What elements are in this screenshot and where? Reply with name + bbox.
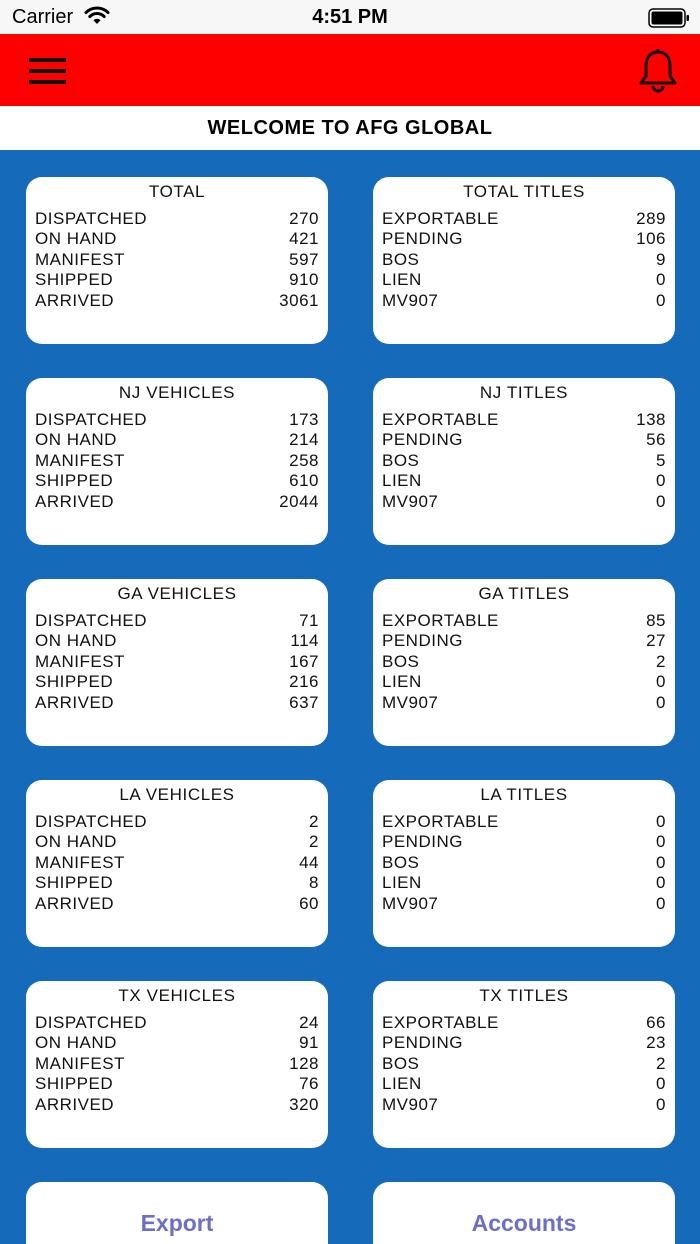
stat-row xyxy=(26,250,328,270)
stat-row xyxy=(373,894,675,914)
stat-row xyxy=(26,1054,328,1074)
stat-value: 56 xyxy=(646,430,666,450)
stat-value: 2 xyxy=(656,651,666,671)
stat-row xyxy=(26,451,328,471)
stats-card-nj-titles[interactable] xyxy=(373,378,675,545)
stat-row xyxy=(26,1095,328,1115)
stat-row xyxy=(373,693,675,713)
stat-row xyxy=(373,291,675,311)
stat-row xyxy=(26,209,328,229)
stat-value: 910 xyxy=(289,270,319,290)
card-title: TX VEHICLES xyxy=(118,986,236,1005)
stat-label: ON HAND xyxy=(35,430,117,450)
stat-label: SHIPPED xyxy=(35,672,114,692)
stat-label: PENDING xyxy=(382,631,463,651)
stat-value: 167 xyxy=(289,651,319,671)
stat-label: DISPATCHED xyxy=(35,812,148,831)
stat-value: 24 xyxy=(299,1013,319,1032)
stat-label: ARRIVED xyxy=(35,491,115,511)
stat-row xyxy=(373,209,675,229)
card-rows xyxy=(373,410,675,512)
stat-row xyxy=(373,1013,675,1033)
stat-label: MV907 xyxy=(382,692,439,712)
card-title: GA TITLES xyxy=(478,584,570,603)
card-rows xyxy=(26,1013,328,1115)
stat-label: BOS xyxy=(382,1053,420,1073)
stat-value: 3061 xyxy=(279,290,319,310)
stat-label: LIEN xyxy=(382,1074,422,1094)
stat-value: 0 xyxy=(656,692,666,712)
stat-value: 2 xyxy=(309,812,319,831)
dashboard-content xyxy=(0,150,700,1244)
stat-label: EXPORTABLE xyxy=(382,410,499,429)
welcome-banner: WELCOME TO AFG GLOBAL xyxy=(0,106,700,150)
stat-row xyxy=(26,631,328,651)
stat-label: MANIFEST xyxy=(35,651,125,671)
stat-label: MANIFEST xyxy=(35,852,125,872)
stat-row xyxy=(373,1054,675,1074)
stat-row xyxy=(26,270,328,290)
stat-row xyxy=(373,430,675,450)
stat-label: PENDING xyxy=(382,430,463,450)
stat-value: 270 xyxy=(289,209,319,228)
stat-value: 23 xyxy=(646,1033,666,1053)
stat-row xyxy=(26,1074,328,1094)
stat-value: 128 xyxy=(289,1053,319,1073)
stat-label: MV907 xyxy=(382,290,439,310)
stat-row xyxy=(373,229,675,249)
stat-row xyxy=(373,492,675,512)
card-rows xyxy=(373,209,675,311)
stat-label: DISPATCHED xyxy=(35,1013,148,1032)
stat-row xyxy=(373,471,675,491)
stat-row xyxy=(373,270,675,290)
stat-label: PENDING xyxy=(382,832,463,852)
stat-value: 0 xyxy=(656,812,666,831)
stat-label: ARRIVED xyxy=(35,1094,115,1114)
stat-value: 421 xyxy=(289,229,319,249)
stat-value: 66 xyxy=(646,1013,666,1032)
card-rows xyxy=(373,611,675,713)
stat-value: 0 xyxy=(656,471,666,491)
stat-row xyxy=(26,471,328,491)
card-rows xyxy=(373,1013,675,1115)
stat-value: 2 xyxy=(656,1053,666,1073)
stat-value: 0 xyxy=(656,1074,666,1094)
card-title: NJ TITLES xyxy=(479,383,569,402)
hamburger-menu-icon[interactable] xyxy=(29,58,67,86)
stat-row xyxy=(26,410,328,430)
stat-row xyxy=(26,430,328,450)
stat-row xyxy=(373,611,675,631)
stat-row xyxy=(373,250,675,270)
stat-row xyxy=(26,672,328,692)
card-title: TOTAL xyxy=(148,182,206,201)
stat-row xyxy=(373,832,675,852)
stat-label: ON HAND xyxy=(35,229,117,249)
stat-value: 0 xyxy=(656,672,666,692)
stat-label: LIEN xyxy=(382,672,422,692)
stat-label: DISPATCHED xyxy=(35,611,148,630)
card-title: NJ VEHICLES xyxy=(118,383,236,402)
stat-label: SHIPPED xyxy=(35,1074,114,1094)
carrier-label: Carrier xyxy=(12,6,74,28)
stat-row xyxy=(373,631,675,651)
stat-label: MV907 xyxy=(382,491,439,511)
stat-label: LIEN xyxy=(382,471,422,491)
stat-row xyxy=(26,693,328,713)
stat-label: ARRIVED xyxy=(35,692,115,712)
stat-row xyxy=(26,611,328,631)
stat-value: 0 xyxy=(656,893,666,913)
card-rows xyxy=(373,812,675,914)
stat-row xyxy=(373,451,675,471)
stat-value: 214 xyxy=(289,430,319,450)
stat-value: 27 xyxy=(646,631,666,651)
stat-row xyxy=(373,812,675,832)
card-title: LA VEHICLES xyxy=(119,785,235,804)
stat-label: BOS xyxy=(382,852,420,872)
export-button[interactable] xyxy=(26,1182,328,1244)
card-title: LA TITLES xyxy=(480,785,568,804)
stat-label: MANIFEST xyxy=(35,1053,125,1073)
card-rows xyxy=(26,209,328,311)
stat-row xyxy=(373,873,675,893)
card-rows xyxy=(26,410,328,512)
stat-label: EXPORTABLE xyxy=(382,611,499,630)
stat-row xyxy=(26,894,328,914)
stat-row xyxy=(373,1095,675,1115)
stat-value: 9 xyxy=(656,249,666,269)
stat-label: EXPORTABLE xyxy=(382,812,499,831)
stat-label: LIEN xyxy=(382,270,422,290)
stat-label: PENDING xyxy=(382,229,463,249)
stats-card-ga-vehicles[interactable] xyxy=(26,579,328,746)
stat-value: 610 xyxy=(289,471,319,491)
stat-row xyxy=(26,652,328,672)
stat-row xyxy=(373,1033,675,1053)
card-title: TX TITLES xyxy=(479,986,569,1005)
stat-label: MV907 xyxy=(382,893,439,913)
stat-value: 71 xyxy=(299,611,319,630)
stat-label: MV907 xyxy=(382,1094,439,1114)
stat-row xyxy=(26,873,328,893)
stat-value: 258 xyxy=(289,450,319,470)
stats-card-tx-titles[interactable] xyxy=(373,981,675,1148)
stat-row xyxy=(26,229,328,249)
stat-value: 216 xyxy=(289,672,319,692)
stats-card-total-titles[interactable] xyxy=(373,177,675,344)
stat-value: 173 xyxy=(289,410,319,429)
export-button-label: Export xyxy=(140,1210,214,1236)
stat-row xyxy=(373,1074,675,1094)
stat-row xyxy=(26,832,328,852)
stat-label: DISPATCHED xyxy=(35,209,148,228)
stat-label: BOS xyxy=(382,450,420,470)
top-navbar xyxy=(0,34,700,106)
stat-value: 0 xyxy=(656,1094,666,1114)
stat-value: 597 xyxy=(289,249,319,269)
stat-label: MANIFEST xyxy=(35,450,125,470)
stats-card-la-vehicles[interactable] xyxy=(26,780,328,947)
stat-row xyxy=(26,1013,328,1033)
card-title: TOTAL TITLES xyxy=(463,182,585,201)
stat-label: LIEN xyxy=(382,873,422,893)
stat-value: 289 xyxy=(636,209,666,228)
stats-card-tx-vehicles[interactable] xyxy=(26,981,328,1148)
stat-value: 0 xyxy=(656,873,666,893)
stat-label: DISPATCHED xyxy=(35,410,148,429)
stat-value: 0 xyxy=(656,270,666,290)
stat-value: 0 xyxy=(656,290,666,310)
status-bar xyxy=(0,0,700,34)
battery-icon xyxy=(648,8,690,28)
stat-value: 8 xyxy=(309,873,319,893)
stat-value: 138 xyxy=(636,410,666,429)
stat-value: 2044 xyxy=(279,491,319,511)
stat-value: 2 xyxy=(309,832,319,852)
stat-label: ARRIVED xyxy=(35,290,115,310)
stats-card-ga-titles[interactable] xyxy=(373,579,675,746)
stat-row xyxy=(373,652,675,672)
card-rows xyxy=(26,812,328,914)
stat-label: BOS xyxy=(382,249,420,269)
stat-label: MANIFEST xyxy=(35,249,125,269)
stat-label: BOS xyxy=(382,651,420,671)
card-rows xyxy=(26,611,328,713)
stat-label: ON HAND xyxy=(35,631,117,651)
stat-value: 60 xyxy=(299,893,319,913)
status-time: 4:51 PM xyxy=(312,6,388,28)
stat-label: EXPORTABLE xyxy=(382,209,499,228)
stats-card-total[interactable] xyxy=(26,177,328,344)
stat-label: ON HAND xyxy=(35,832,117,852)
stat-label: ON HAND xyxy=(35,1033,117,1053)
stat-row xyxy=(26,291,328,311)
stat-row xyxy=(373,672,675,692)
card-title: GA VEHICLES xyxy=(117,584,237,603)
stat-value: 76 xyxy=(299,1074,319,1094)
stat-value: 91 xyxy=(299,1033,319,1053)
accounts-button[interactable] xyxy=(373,1182,675,1244)
stats-card-la-titles[interactable] xyxy=(373,780,675,947)
stats-card-nj-vehicles[interactable] xyxy=(26,378,328,545)
stat-label: SHIPPED xyxy=(35,270,114,290)
stat-row xyxy=(26,812,328,832)
stat-value: 44 xyxy=(299,852,319,872)
stat-value: 320 xyxy=(289,1094,319,1114)
stat-row xyxy=(373,410,675,430)
stat-value: 0 xyxy=(656,852,666,872)
stat-label: EXPORTABLE xyxy=(382,1013,499,1032)
stat-value: 0 xyxy=(656,832,666,852)
stat-value: 114 xyxy=(290,631,319,651)
notification-bell-icon[interactable] xyxy=(636,48,680,94)
stat-value: 5 xyxy=(656,450,666,470)
stat-value: 85 xyxy=(646,611,666,630)
stat-value: 0 xyxy=(656,491,666,511)
stat-row xyxy=(26,492,328,512)
stat-label: SHIPPED xyxy=(35,471,114,491)
stat-label: SHIPPED xyxy=(35,873,114,893)
stat-row xyxy=(26,1033,328,1053)
stat-row xyxy=(26,853,328,873)
accounts-button-label: Accounts xyxy=(471,1210,577,1236)
stat-value: 106 xyxy=(636,229,666,249)
stat-row xyxy=(373,853,675,873)
stat-label: PENDING xyxy=(382,1033,463,1053)
stat-value: 637 xyxy=(289,692,319,712)
stat-label: ARRIVED xyxy=(35,893,115,913)
